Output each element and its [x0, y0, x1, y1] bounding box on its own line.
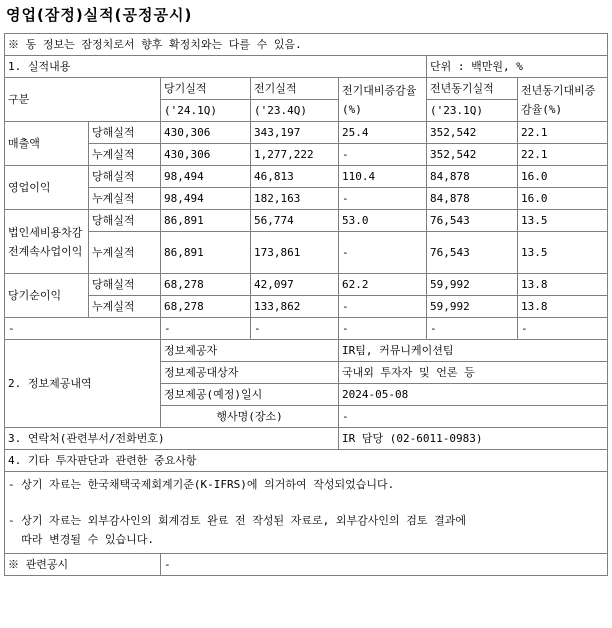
- table-row: [5, 274, 608, 296]
- table-row: [5, 188, 608, 210]
- cell-prior: 182,163: [251, 188, 339, 210]
- section4-notes: [5, 472, 608, 554]
- header-current: 당기실적: [161, 78, 251, 100]
- cell-prior: 173,861: [251, 232, 339, 274]
- cell-yoy: 22.1: [518, 144, 608, 166]
- cell-yoy-base: 84,878: [427, 166, 518, 188]
- section2-label: 2. 정보제공내역: [5, 340, 161, 428]
- cell-current: 86,891: [161, 210, 251, 232]
- cell-yoy-base: 352,542: [427, 122, 518, 144]
- date-value: 2024-05-08: [339, 384, 608, 406]
- cell-current: 98,494: [161, 188, 251, 210]
- cell-qoq: -: [339, 144, 427, 166]
- date-label: 정보제공(예정)일시: [161, 384, 339, 406]
- cell-current: 430,306: [161, 144, 251, 166]
- note-1: - 상기 자료는 한국채택국제회계기준(K-IFRS)에 의거하여 작성되었습니다.: [8, 478, 395, 491]
- cell-dash: -: [339, 318, 427, 340]
- related-label: ※ 관련공시: [5, 554, 161, 576]
- cell-qoq: 53.0: [339, 210, 427, 232]
- cell-qoq: -: [339, 296, 427, 318]
- header-qoq: 전기대비증감율(%): [339, 78, 427, 122]
- cell-prior: 42,097: [251, 274, 339, 296]
- cell-current: 68,278: [161, 296, 251, 318]
- section3-label: 3. 연락처(관련부서/전화번호): [5, 428, 339, 450]
- note-2-line-1: - 상기 자료는 외부감사인의 회계검토 완료 전 작성된 자료로, 외부감사인의 검토 결과에: [8, 514, 467, 527]
- cell-dash: -: [161, 318, 251, 340]
- venue-label: 행사명(장소): [161, 406, 339, 428]
- cell-yoy-base: 59,992: [427, 274, 518, 296]
- cell-prior: 1,277,222: [251, 144, 339, 166]
- cell-qoq: 25.4: [339, 122, 427, 144]
- row-type: 누계실적: [89, 144, 161, 166]
- cell-qoq: 62.2: [339, 274, 427, 296]
- cell-yoy-base: 76,543: [427, 210, 518, 232]
- row-item: 영업이익: [5, 166, 89, 210]
- header-yoy: 전년동기대비증감율(%): [518, 78, 608, 122]
- cell-yoy: 22.1: [518, 122, 608, 144]
- section3-value: IR 담당 (02-6011-0983): [339, 428, 608, 450]
- note-2-line-2: 따라 변경될 수 있습니다.: [8, 533, 154, 546]
- row-item: 당기순이익: [5, 274, 89, 318]
- header-yoy-base-period: ('23.1Q): [427, 100, 518, 122]
- header-prior: 전기실적: [251, 78, 339, 100]
- cell-yoy-base: 76,543: [427, 232, 518, 274]
- row-item: 법인세비용차감전계속사업이익: [5, 210, 89, 274]
- related-value: -: [161, 554, 608, 576]
- cell-dash: -: [427, 318, 518, 340]
- header-prior-period: ('23.4Q): [251, 100, 339, 122]
- header-category: 구분: [5, 78, 161, 122]
- notice: ※ 동 정보는 잠정치로서 향후 확정치와는 다를 수 있음.: [5, 34, 608, 56]
- cell-qoq: 110.4: [339, 166, 427, 188]
- row-type: 당해실적: [89, 122, 161, 144]
- venue-value: -: [339, 406, 608, 428]
- section1-label: 1. 실적내용: [5, 56, 427, 78]
- row-type: 누계실적: [89, 296, 161, 318]
- provider-value: IR팀, 커뮤니케이션팀: [339, 340, 608, 362]
- row-type: 당해실적: [89, 274, 161, 296]
- cell-yoy: 16.0: [518, 188, 608, 210]
- cell-yoy: 13.8: [518, 296, 608, 318]
- disclosure-table: [4, 33, 608, 576]
- cell-current: 430,306: [161, 122, 251, 144]
- table-row: [5, 166, 608, 188]
- cell-current: 98,494: [161, 166, 251, 188]
- table-row: [5, 318, 608, 340]
- table-row: [5, 122, 608, 144]
- row-type: 누계실적: [89, 188, 161, 210]
- cell-yoy: 13.5: [518, 232, 608, 274]
- cell-dash: -: [518, 318, 608, 340]
- page-title: 영업(잠정)실적(공정공시): [6, 6, 193, 24]
- table-row: [5, 144, 608, 166]
- table-row: [5, 232, 608, 274]
- cell-yoy: 13.5: [518, 210, 608, 232]
- unit-label: 단위 : 백만원, %: [427, 56, 608, 78]
- cell-yoy: 16.0: [518, 166, 608, 188]
- cell-yoy: 13.8: [518, 274, 608, 296]
- target-value: 국내외 투자자 및 언론 등: [339, 362, 608, 384]
- cell-qoq: -: [339, 188, 427, 210]
- header-current-period: ('24.1Q): [161, 100, 251, 122]
- table-row: [5, 296, 608, 318]
- target-label: 정보제공대상자: [161, 362, 339, 384]
- table-row: [5, 210, 608, 232]
- cell-dash: -: [5, 318, 161, 340]
- cell-prior: 133,862: [251, 296, 339, 318]
- cell-prior: 56,774: [251, 210, 339, 232]
- cell-prior: 343,197: [251, 122, 339, 144]
- cell-yoy-base: 84,878: [427, 188, 518, 210]
- cell-yoy-base: 59,992: [427, 296, 518, 318]
- cell-current: 86,891: [161, 232, 251, 274]
- row-type: 당해실적: [89, 166, 161, 188]
- row-item: 매출액: [5, 122, 89, 166]
- cell-yoy-base: 352,542: [427, 144, 518, 166]
- cell-qoq: -: [339, 232, 427, 274]
- section4-label: 4. 기타 투자판단과 관련한 중요사항: [5, 450, 608, 472]
- cell-prior: 46,813: [251, 166, 339, 188]
- header-yoy-base: 전년동기실적: [427, 78, 518, 100]
- provider-label: 정보제공자: [161, 340, 339, 362]
- row-type: 누계실적: [89, 232, 161, 274]
- row-type: 당해실적: [89, 210, 161, 232]
- cell-dash: -: [251, 318, 339, 340]
- cell-current: 68,278: [161, 274, 251, 296]
